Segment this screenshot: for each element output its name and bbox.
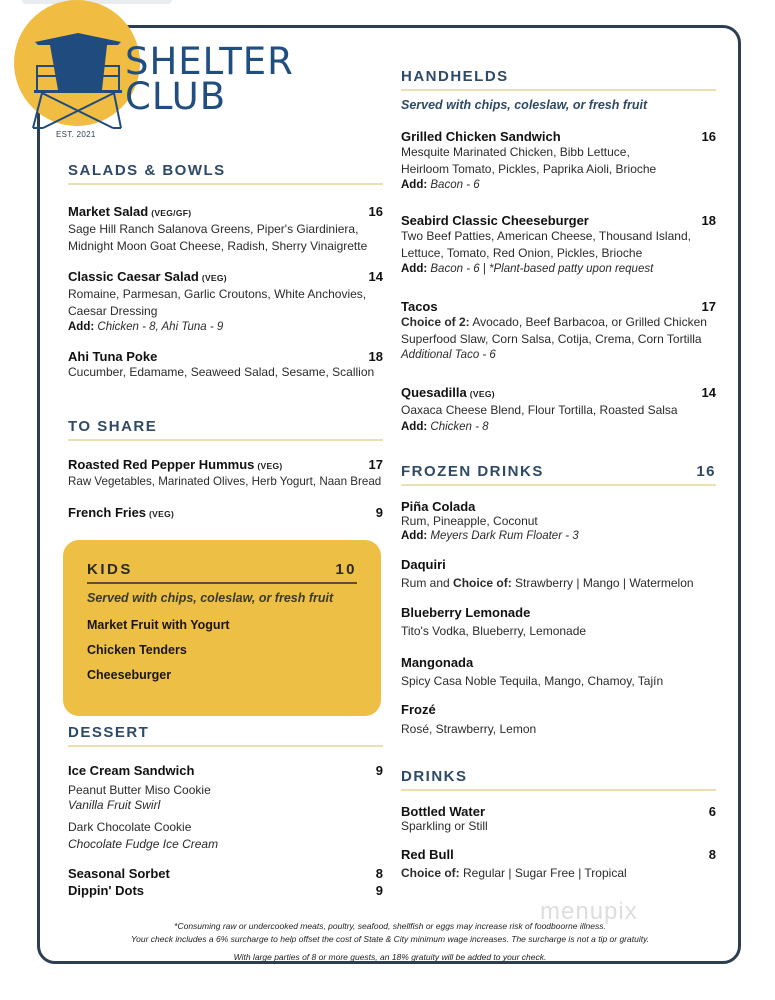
menu-item — [68, 203, 383, 254]
item-desc: Superfood Slaw, Corn Salsa, Cotija, Crema, Corn Tortilla — [401, 331, 702, 346]
section-title: FROZEN DRINKS — [401, 463, 544, 480]
item-price: 8 — [708, 847, 716, 862]
section-title: HANDHELDS — [401, 68, 509, 85]
item-choice: Choice of 2: Avocado, Beef Barbacoa, or Grilled Chicken — [401, 315, 707, 329]
footer-disclaimer: *Consuming raw or undercooked meats, poultry, seafood, shellfish or eggs may increase risk of foodboorne illness. — [174, 921, 606, 931]
item-name: Tacos — [401, 299, 438, 314]
item-name: Seabird Classic Cheeseburger — [401, 213, 589, 228]
diet-tag: (VEG) — [469, 389, 495, 399]
item-name: Classic Caesar Salad — [68, 269, 199, 284]
item-name: Quesadilla — [401, 385, 467, 400]
item-price: 9 — [375, 763, 383, 778]
item-addon: Add: Chicken - 8 — [401, 420, 489, 433]
kids-item: Market Fruit with Yogurt — [87, 618, 230, 632]
item-name: Seasonal Sorbet — [68, 866, 170, 881]
menu-item — [401, 213, 716, 277]
item-addon: Add: Meyers Dark Rum Floater - 3 — [401, 530, 579, 542]
section-title: TO SHARE — [68, 418, 158, 435]
menu-item — [401, 702, 716, 738]
section-subtitle: Served with chips, coleslaw, or fresh fruit — [87, 591, 334, 605]
item-price: 17 — [368, 457, 383, 472]
item-desc: Cucumber, Edamame, Seaweed Salad, Sesame, Scallion — [68, 365, 375, 379]
section-title: DRINKS — [401, 768, 468, 785]
menu-item — [401, 655, 716, 690]
watermark: menupix — [540, 898, 638, 925]
menu-item — [401, 129, 716, 193]
item-name: Market Salad — [68, 204, 149, 219]
menu-item — [401, 557, 716, 592]
item-extra: Additional Taco - 6 — [401, 349, 496, 361]
section-header — [401, 68, 716, 91]
item-price: 16 — [701, 129, 716, 144]
diet-tag: (VEG) — [149, 509, 175, 519]
menu-item — [68, 866, 383, 898]
item-desc: Sage Hill Ranch Salanova Greens, Piper's Giardiniera, — [68, 222, 359, 236]
section-salads — [68, 162, 383, 185]
section-header — [87, 561, 357, 584]
item-price: 18 — [368, 349, 383, 364]
item-desc: Choice of: Regular | Sugar Free | Tropical — [401, 866, 627, 880]
section-dessert — [68, 724, 383, 747]
item-desc: Two Beef Patties, American Cheese, Thousand Island, — [401, 229, 691, 243]
section-header — [68, 162, 383, 185]
section-price: 10 — [335, 561, 357, 578]
item-name: Frozé — [401, 702, 436, 717]
brand-line-1: SHELTER — [125, 40, 294, 83]
footer-gratuity: With large parties of 8 or more guests, an 18% gratuity will be added to your check. — [233, 952, 547, 962]
section-title: KIDS — [87, 561, 133, 578]
section-header — [401, 463, 716, 486]
item-price: 14 — [701, 385, 716, 400]
menu-item — [401, 804, 716, 833]
diet-tag: (VEG) — [201, 273, 227, 283]
section-subtitle: Served with chips, coleslaw, or fresh fruit — [401, 98, 648, 112]
item-option-detail: Chocolate Fudge Ice Cream — [68, 837, 219, 851]
item-name: Ice Cream Sandwich — [68, 763, 195, 778]
diet-tag: (VEG/GF) — [151, 208, 192, 218]
section-drinks — [401, 768, 716, 791]
item-name: Blueberry Lemonade — [401, 605, 531, 620]
kids-box — [63, 540, 381, 716]
section-title: DESSERT — [68, 724, 150, 741]
section-handhelds — [401, 68, 716, 112]
item-name: Grilled Chicken Sandwich — [401, 129, 561, 144]
item-desc: Romaine, Parmesan, Garlic Croutons, White Anchovies, — [68, 287, 367, 301]
item-price: 9 — [375, 883, 383, 898]
brand-name — [125, 40, 294, 118]
menu-item — [68, 349, 383, 381]
menu-item — [68, 268, 383, 335]
item-price: 16 — [368, 204, 383, 219]
kids-item: Cheeseburger — [87, 668, 172, 682]
item-desc: Rosé, Strawberry, Lemon — [401, 722, 537, 736]
item-price: 8 — [375, 866, 383, 881]
item-option-detail: Vanilla Fruit Swirl — [68, 798, 161, 812]
brand-line-2: CLUB — [125, 75, 227, 118]
item-name: French Fries — [68, 505, 147, 520]
item-desc: Lettuce, Tomato, Red Onion, Pickles, Brioche — [401, 245, 643, 260]
menu-item — [401, 605, 716, 640]
item-desc: Oaxaca Cheese Blend, Flour Tortilla, Roasted Salsa — [401, 403, 678, 417]
section-header — [68, 724, 383, 747]
item-option: Peanut Butter Miso Cookie — [68, 783, 211, 797]
established-year: EST. 2021 — [56, 130, 96, 139]
item-name: Ahi Tuna Poke — [68, 349, 158, 364]
item-name: Bottled Water — [401, 804, 486, 819]
item-price: 14 — [368, 269, 383, 284]
menu-item — [68, 763, 383, 853]
item-price: 6 — [708, 804, 716, 819]
item-desc: Rum, Pineapple, Coconut — [401, 514, 538, 528]
section-frozen-drinks — [401, 463, 716, 486]
kids-item: Chicken Tenders — [87, 643, 187, 657]
menu-item — [401, 847, 716, 882]
menu-item — [401, 299, 716, 363]
item-addon: Add: Bacon - 6 — [401, 179, 480, 191]
item-name: Daquiri — [401, 557, 446, 572]
item-desc: Midnight Moon Goat Cheese, Radish, Sherry Vinaigrette — [68, 238, 368, 253]
item-desc: Heirloom Tomato, Pickles, Paprika Aioli, Brioche — [401, 161, 657, 176]
item-price: 17 — [701, 299, 716, 314]
section-header — [68, 418, 383, 441]
item-name: Mangonada — [401, 655, 474, 670]
section-title: SALADS & BOWLS — [68, 162, 226, 179]
item-name: Red Bull — [401, 847, 454, 862]
menu-item — [68, 504, 383, 522]
item-option: Dark Chocolate Cookie — [68, 820, 192, 834]
diet-tag: (VEG) — [257, 461, 283, 471]
item-desc: Caesar Dressing — [68, 303, 158, 318]
item-price: 18 — [701, 213, 716, 228]
section-price: 16 — [696, 463, 716, 480]
section-header — [401, 768, 716, 791]
item-desc: Tito's Vodka, Blueberry, Lemonade — [401, 624, 587, 638]
lifeguard-tower-icon — [28, 28, 128, 133]
item-name: Roasted Red Pepper Hummus — [68, 457, 255, 472]
item-addon: Add: Chicken - 8, Ahi Tuna - 9 — [68, 321, 224, 333]
item-desc: Sparkling or Still — [401, 819, 488, 833]
item-price: 9 — [375, 505, 383, 520]
item-addon: Add: Bacon - 6 | *Plant-based patty upon request — [401, 263, 654, 275]
item-name: Dippin' Dots — [68, 883, 145, 898]
menu-item — [68, 456, 383, 491]
item-name: Piña Colada — [401, 499, 476, 514]
item-desc: Mesquite Marinated Chicken, Bibb Lettuce, — [401, 145, 630, 159]
section-share — [68, 418, 383, 441]
footer-surcharge: Your check includes a 6% surcharge to help offset the cost of State & City minimum wage increases. The surcharge is not a tip or gratuity. — [130, 934, 650, 944]
item-desc: Spicy Casa Noble Tequila, Mango, Chamoy, Tajín — [401, 674, 664, 688]
item-desc: Rum and Choice of: Strawberry | Mango | Watermelon — [401, 576, 694, 590]
item-desc: Raw Vegetables, Marinated Olives, Herb Yogurt, Naan Bread — [68, 475, 382, 488]
menu-item — [401, 384, 716, 435]
menu-item — [401, 499, 716, 543]
